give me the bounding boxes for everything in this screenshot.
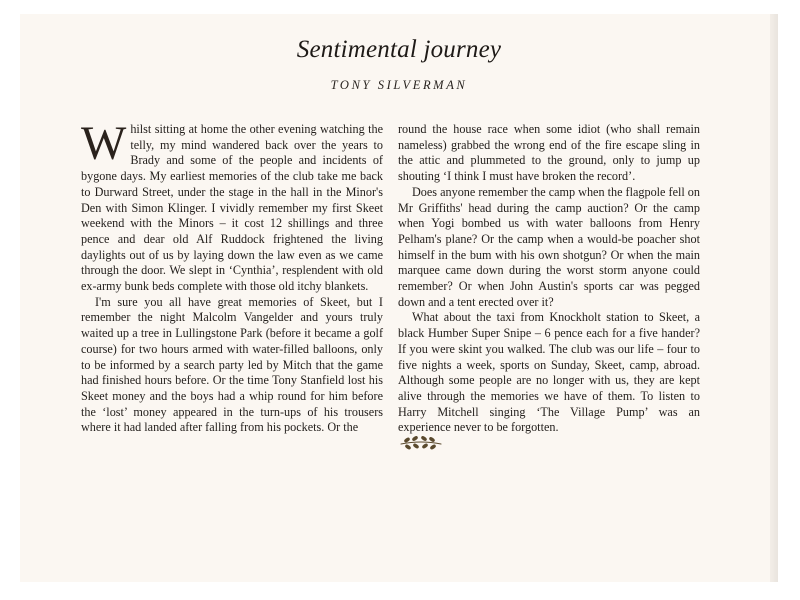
right-column bbox=[398, 122, 700, 436]
paragraph-1-text: hilst sitting at home the other evening watching the telly, my mind wandered back over the years to Brady and some of the people and incidents of bygone days. My earliest memories of the club take me back to Durward Street, under the stage in the hall in the Minor's Den with Simon Klinger. I vividly remember my first Skeet weekend with the Minors – it cost 12 shillings and three pence and dear old Alf Ruddock frightened the living daylights out of us by laying down the law even as we came through the door. We slept in ‘Cynthia’, resplendent with old ex-army bunk beds complete with those old itchy blankets. bbox=[81, 122, 383, 294]
paragraph-1 bbox=[81, 117, 383, 295]
drop-cap: W bbox=[81, 117, 127, 170]
laurel-sprig-icon bbox=[399, 434, 443, 450]
book-page bbox=[20, 14, 778, 582]
article-author: TONY SILVERMAN bbox=[330, 78, 468, 92]
left-column bbox=[81, 117, 383, 436]
paragraph-5: What about the taxi from Knockholt station to Skeet, a black Humber Super Snipe – 6 pence each for a five hander? If you were skint you walked. The club was our life – four to five nights a week, sports on Sunday, Skeet, camp, abroad. Although some people are no longer with us, they are kept alive through the memories we have of them. To listen to Harry Mitchell singing ‘The Village Pump’ was an experience never to be forgotten. bbox=[398, 310, 700, 435]
article-title: Sentimental journey bbox=[296, 36, 502, 63]
page-edge bbox=[770, 14, 778, 582]
paragraph-3: round the house race when some idiot (who shall remain nameless) grabbed the wrong end of the fire escape sling in the attic and plummeted to the ground, only to jump up shouting ‘I think I must have broken the record’. bbox=[398, 122, 700, 184]
paragraph-4: Does anyone remember the camp when the flagpole fell on Mr Griffiths' head during the camp auction? Or the camp when Yogi bombed us with water balloons from Henry Pelham's plane? Or the camp when a would-be poacher shot himself in the bum with his own shotgun? Or when the main marquee came down during the worst storm anyone could remember? Or when John Austin's sports car was pegged down and a tent erected over it? bbox=[398, 184, 700, 309]
paragraph-2: I'm sure you all have great memories of Skeet, but I remember the night Malcolm Vangelder and yours truly waited up a tree in Lullingstone Park (before it became a golf course) for two hours armed with water-filled balloons, only to be informed by a search party led by Mitch that the game had finished hours before. Or the time Tony Stanfield lost his Skeet money and the boys had a whip round for him before the ‘lost’ money appeared in the turn-ups of his trousers where it had landed after falling from his pockets. Or the bbox=[81, 294, 383, 435]
